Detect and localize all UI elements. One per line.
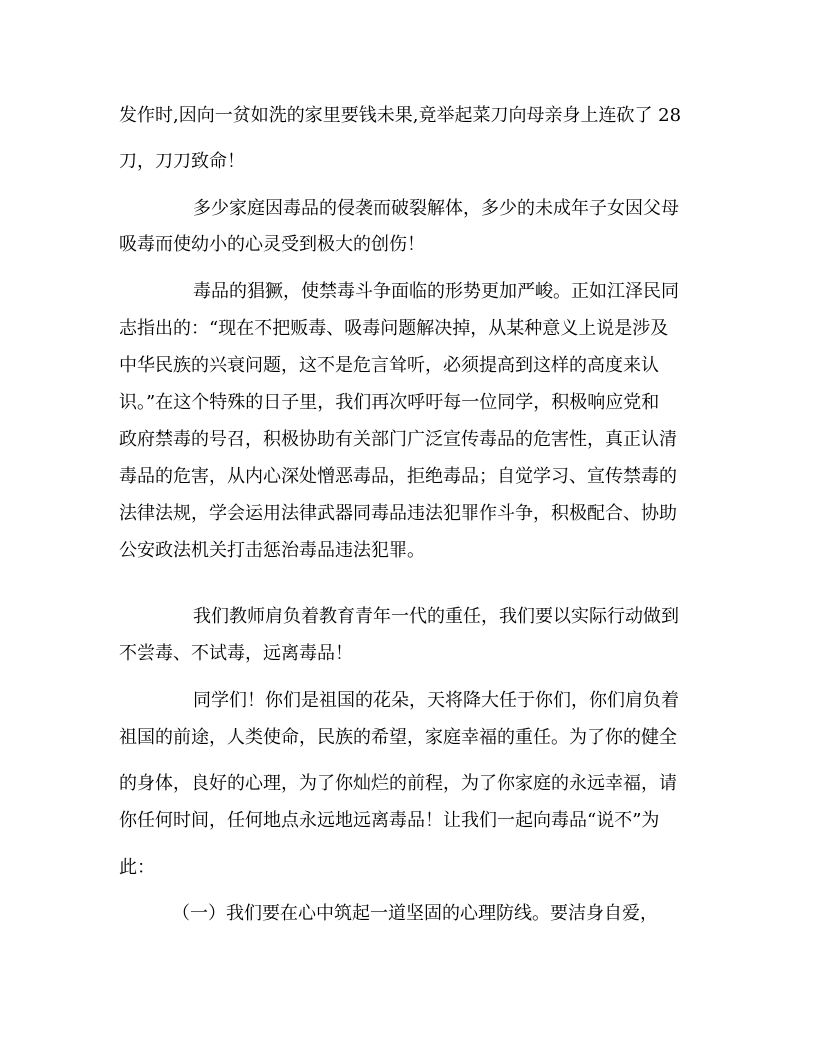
paragraph-line: 你任何时间，任何地点永远地远离毒品！让我们一起向毒品“说不”为 [119,810,660,831]
paragraph-line: 中华民族的兴衰问题，这不是危言耸听，必须提高到这样的高度来认 [119,355,659,376]
paragraph-line: 刀，刀刀致命！ [119,151,245,172]
paragraph-line: 此： [119,857,155,878]
paragraph-line: 识。”在这个特殊的日子里，我们再次呼吁每一位同学，积极响应党和 [119,392,660,413]
paragraph-line: 不尝毒、不试毒，远离毒品！ [119,643,353,664]
paragraph-line: 法律法规，学会运用法律武器同毒品违法犯罪作斗争，积极配合、协助 [119,503,677,524]
paragraph-line: 志指出的：“现在不把贩毒、吸毒问题解决掉，从某种意义上说是涉及 [119,318,669,339]
paragraph-line: 我们教师肩负着教育青年一代的重任，我们要以实际行动做到 [193,606,679,627]
paragraph-line: 政府禁毒的号召，积极协助有关部门广泛宣传毒品的危害性，真正认清 [119,429,677,450]
paragraph-line: 祖国的前途，人类使命，民族的希望，家庭幸福的重任。为了你的健全 [119,727,677,748]
paragraph-line: 多少家庭因毒品的侵袭而破裂解体，多少的未成年子女因父母 [193,198,679,219]
paragraph-line: 同学们！你们是祖国的花朵，天将降大任于你们，你们肩负着 [193,690,679,711]
paragraph-line: 的身体，良好的心理，为了你灿烂的前程，为了你家庭的永远幸福，请 [119,773,677,794]
paragraph-line: 毒品的危害，从内心深处憎恶毒品，拒绝毒品；自觉学习、宣传禁毒的 [119,466,677,487]
paragraph-line: （一）我们要在心中筑起一道坚固的心理防线。要洁身自爱， [172,903,658,924]
paragraph-line: 公安政法机关打击惩治毒品违法犯罪。 [119,540,425,561]
paragraph-line: 吸毒而使幼小的心灵受到极大的创伤！ [119,234,425,255]
paragraph-line: 毒品的猖獗，使禁毒斗争面临的形势更加严峻。正如江泽民同 [193,281,679,302]
paragraph-line: 发作时,因向一贫如洗的家里要钱未果,竟举起菜刀向母亲身上连砍了 28 [119,105,682,126]
